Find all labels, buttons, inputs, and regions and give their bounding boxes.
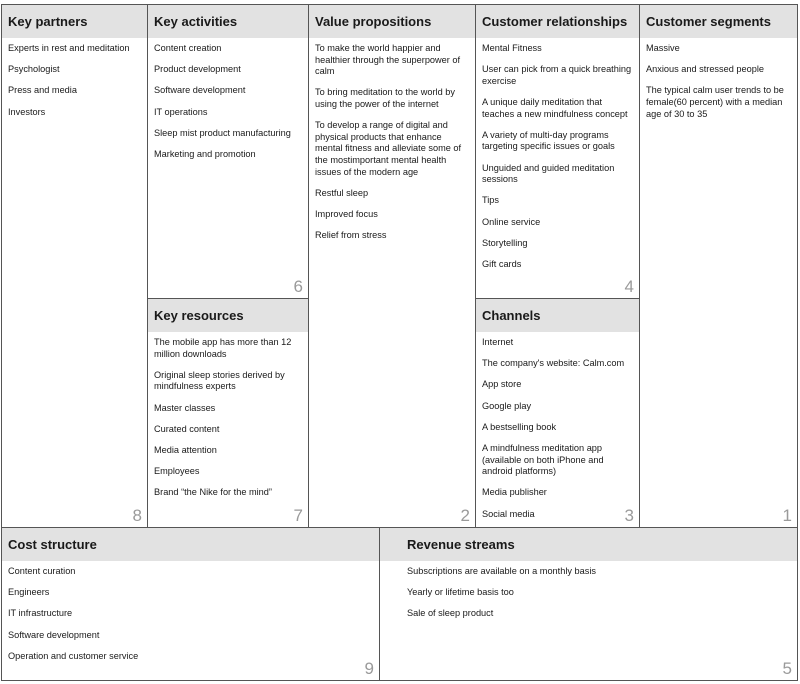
block-number: 4 [624,277,634,296]
list-item: Improved focus [315,208,378,219]
customer-relationships-list [476,38,639,270]
key-partners-block [1,4,148,528]
customer-segments-list [640,38,797,120]
channels-list [476,332,639,520]
block-number: 2 [460,506,470,525]
customer-relationships-block [475,4,640,299]
list-item: User can pick from a quick breathing exercise [482,64,632,86]
block-number: 6 [293,277,303,296]
list-item: Sleep mist product manufacturing [154,127,291,138]
list-item: A mindfulness meditation app (available on both iPhone and android platforms) [482,442,604,477]
list-item: The company's website: Calm.com [482,358,625,369]
list-item: Press and media [8,85,77,96]
list-item: Media attention [154,444,217,455]
list-item: Tips [482,195,500,206]
list-item: Engineers [8,587,50,598]
list-item: IT operations [154,106,208,117]
key-partners-list [2,38,147,118]
list-item: The typical calm user trends to be female(60 percent) with a median age of 30 to 35 [646,85,784,119]
list-item: A variety of multi-day programs targeting specific issues or goals [482,129,615,152]
list-item: Original sleep stories derived by mindfulness experts [154,369,285,392]
list-item: Unguided and guided meditation sessions [482,162,615,185]
list-item: Investors [8,106,46,117]
block-number: 9 [364,659,374,678]
cost-structure-list [2,561,379,662]
key-activities-list [148,38,308,161]
list-item: Sale of sleep product [407,608,494,619]
list-item: Operation and customer service [8,650,139,661]
customer-segments-block [639,4,798,528]
list-item: Psychologist [8,64,60,75]
revenue-streams-block [379,527,798,681]
list-item: A bestselling book [482,421,557,432]
cost-structure-title: Cost structure [2,528,379,561]
list-item: Gift cards [482,258,522,269]
key-resources-list [148,332,308,499]
list-item: Subscriptions are available on a monthly basis [407,566,596,576]
list-item: Content creation [154,43,222,53]
list-item: Content curation [8,566,76,576]
list-item: Mental Fitness [482,43,542,53]
key-activities-block [147,4,309,299]
key-resources-block [147,298,309,528]
list-item: App store [482,379,522,390]
list-item: Social media [482,508,535,519]
list-item: Restful sleep [315,187,369,198]
block-number: 7 [293,506,303,525]
list-item: Marketing and promotion [154,148,256,159]
customer-segments-title: Customer segments [640,5,797,38]
revenue-streams-title: Revenue streams [380,528,797,561]
list-item: To make the world happier and healthier through the superpower of calm [315,43,461,77]
list-item: Online service [482,216,541,227]
list-item: Relief from stress [315,230,387,241]
block-number: 3 [624,506,634,525]
list-item: IT infrastructure [8,608,73,619]
list-item: Brand “the Nike for the mind” [154,487,272,498]
list-item: Yearly or lifetime basis too [407,587,514,598]
list-item: Experts in rest and meditation [8,43,130,53]
channels-title: Channels [476,299,639,332]
list-item: Employees [154,466,200,477]
list-item: A unique daily meditation that teaches a new mindfulness concept [482,96,628,119]
list-item: The mobile app has more than 12 million downloads [154,337,292,359]
block-number: 5 [782,659,792,678]
value-propositions-block [308,4,476,528]
list-item: Software development [8,629,100,640]
list-item: To bring meditation to the world by using the power of the internet [315,87,455,109]
key-activities-title: Key activities [148,5,308,38]
list-item: Media publisher [482,487,547,498]
block-number: 8 [132,506,142,525]
list-item: To develop a range of digital and physical products that enhance mental fitness and alleviate some of the mostimportant mental health issues of the modern age [315,120,462,177]
block-number: 1 [782,506,792,525]
key-resources-title: Key resources [148,299,308,332]
list-item: Storytelling [482,237,528,248]
value-propositions-title: Value propositions [309,5,475,38]
list-item: Internet [482,337,514,347]
list-item: Anxious and stressed people [646,64,764,75]
value-propositions-list [309,38,475,242]
customer-relationships-title: Customer relationships [476,5,639,38]
list-item: Product development [154,64,241,75]
list-item: Curated content [154,423,220,434]
channels-block [475,298,640,528]
cost-structure-block [1,527,380,681]
list-item: Google play [482,400,532,411]
list-item: Software development [154,85,246,96]
key-partners-title: Key partners [2,5,147,38]
list-item: Massive [646,43,680,53]
list-item: Master classes [154,402,216,413]
revenue-streams-list [380,561,797,620]
